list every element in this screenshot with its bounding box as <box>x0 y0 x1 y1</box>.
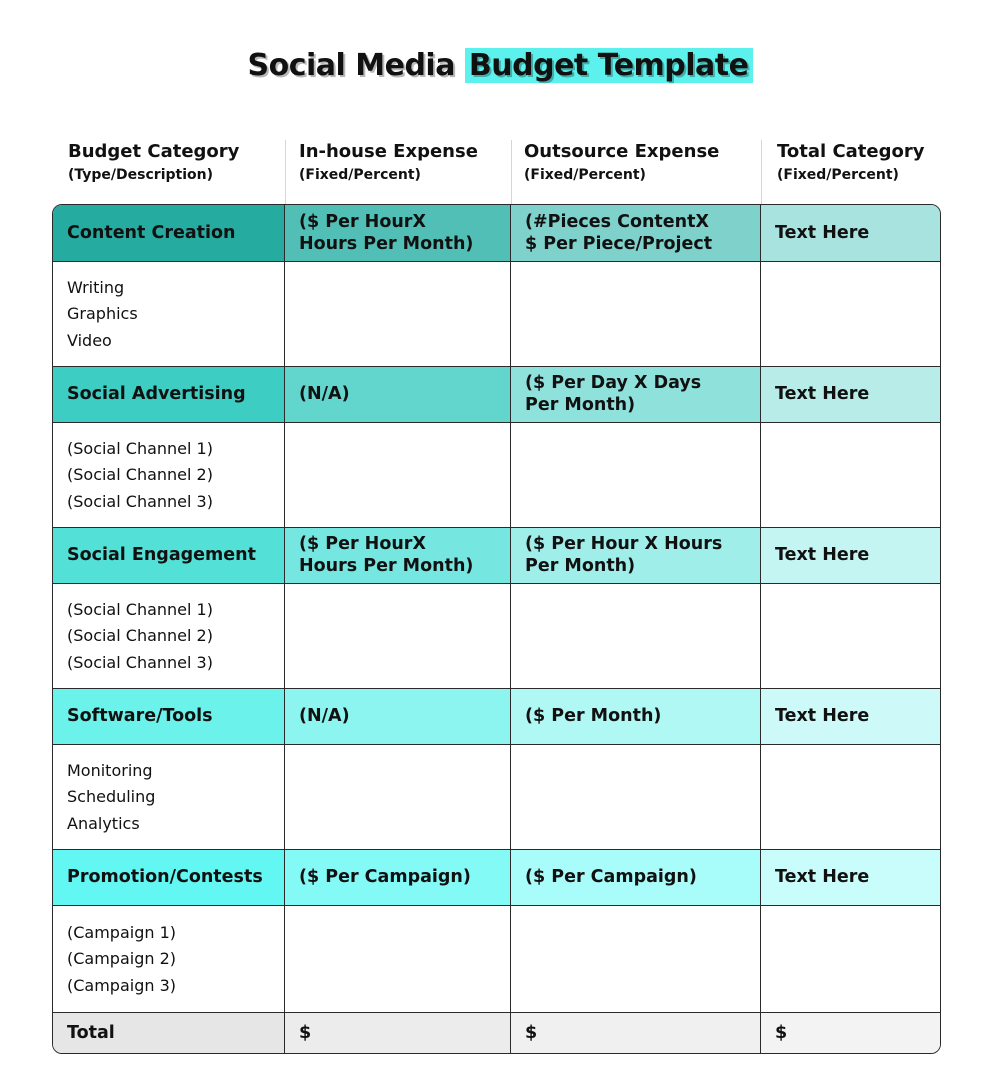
column-subtitle: (Type/Description) <box>68 167 213 183</box>
grid-horizontal-line <box>53 1012 940 1013</box>
outsource-expense-value: (#Pieces ContentX $ Per Piece/Project <box>525 212 713 254</box>
category-name: Promotion/Contests <box>67 867 263 887</box>
list-item: (Social Channel 2) <box>67 626 213 646</box>
total-input-cell[interactable] <box>761 744 940 849</box>
column-title: In-house Expense <box>299 141 478 162</box>
inhouse-input-cell[interactable] <box>285 583 511 688</box>
total-outsource-cell[interactable] <box>511 1012 761 1053</box>
category-name-cell <box>53 849 285 905</box>
inhouse-expense-cell[interactable] <box>285 849 511 905</box>
total-category-cell[interactable] <box>761 205 940 261</box>
subitem-list <box>53 905 285 1012</box>
grid-horizontal-line <box>53 583 940 584</box>
page-title <box>0 43 1000 89</box>
inhouse-expense-value: (N/A) <box>299 706 350 726</box>
total-category-value: Text Here <box>775 706 870 726</box>
inhouse-expense-value: ($ Per HourX Hours Per Month) <box>299 212 474 254</box>
total-category-value: Text Here <box>775 384 870 404</box>
category-name: Social Engagement <box>67 545 256 565</box>
inhouse-expense-cell[interactable] <box>285 688 511 744</box>
grid-horizontal-line <box>53 744 940 745</box>
list-item: (Campaign 1) <box>67 922 177 942</box>
grid-vertical-line <box>510 205 511 1053</box>
title-part-highlighted: Budget Template <box>465 48 753 83</box>
column-divider <box>761 140 762 204</box>
grid-vertical-line <box>760 205 761 1053</box>
subitem-list <box>53 744 285 849</box>
list-item: Scheduling <box>67 787 156 807</box>
list-item: (Social Channel 1) <box>67 599 213 619</box>
grid-horizontal-line <box>53 422 940 423</box>
list-item: (Social Channel 2) <box>67 465 213 485</box>
total-category-value: Text Here <box>775 867 870 887</box>
list-item: (Campaign 3) <box>67 975 177 995</box>
grid-vertical-line <box>284 205 285 1053</box>
column-title: Total Category <box>777 141 925 162</box>
list-item: Analytics <box>67 813 140 833</box>
category-name: Content Creation <box>67 223 236 243</box>
inhouse-expense-cell[interactable] <box>285 205 511 261</box>
subitems-row <box>53 261 940 366</box>
subitems-row <box>53 905 940 1012</box>
list-item: Writing <box>67 277 125 297</box>
inhouse-expense-value: ($ Per Campaign) <box>299 867 471 887</box>
inhouse-input-cell[interactable] <box>285 905 511 1012</box>
total-input-cell[interactable] <box>761 905 940 1012</box>
list-item: Graphics <box>67 304 138 324</box>
total-label: Total <box>67 1022 115 1043</box>
list-item: (Social Channel 3) <box>67 491 213 511</box>
subitems-row <box>53 422 940 527</box>
total-category-cell[interactable] <box>761 527 940 583</box>
category-name: Software/Tools <box>67 706 213 726</box>
subitem-list <box>53 583 285 688</box>
outsource-expense-cell[interactable] <box>511 849 761 905</box>
category-row-content-creation <box>53 205 940 261</box>
outsource-expense-value: ($ Per Day X Days Per Month) <box>525 373 702 415</box>
total-inhouse-value: $ <box>299 1022 312 1043</box>
outsource-expense-cell[interactable] <box>511 527 761 583</box>
total-outsource-value: $ <box>525 1022 538 1043</box>
outsource-expense-value: ($ Per Campaign) <box>525 867 697 887</box>
outsource-expense-value: ($ Per Month) <box>525 706 662 726</box>
outsource-input-cell[interactable] <box>511 744 761 849</box>
category-row-software-tools <box>53 688 940 744</box>
category-name-cell <box>53 366 285 422</box>
outsource-input-cell[interactable] <box>511 905 761 1012</box>
outsource-expense-cell[interactable] <box>511 366 761 422</box>
total-label-cell <box>53 1012 285 1053</box>
list-item: (Social Channel 3) <box>67 652 213 672</box>
inhouse-expense-value: (N/A) <box>299 384 350 404</box>
total-grand-cell[interactable] <box>761 1012 940 1053</box>
column-title: Budget Category <box>68 141 240 162</box>
category-row-social-engagement <box>53 527 940 583</box>
outsource-expense-value: ($ Per Hour X Hours Per Month) <box>525 534 723 576</box>
column-header-inhouse-expense <box>285 140 511 204</box>
category-name-cell <box>53 205 285 261</box>
list-item: Monitoring <box>67 760 153 780</box>
total-category-cell[interactable] <box>761 688 940 744</box>
total-input-cell[interactable] <box>761 583 940 688</box>
total-category-value: Text Here <box>775 223 870 243</box>
inhouse-expense-cell[interactable] <box>285 527 511 583</box>
total-inhouse-cell[interactable] <box>285 1012 511 1053</box>
column-header-budget-category <box>54 140 286 204</box>
inhouse-expense-value: ($ Per HourX Hours Per Month) <box>299 534 474 576</box>
column-subtitle: (Fixed/Percent) <box>777 167 899 183</box>
total-row <box>53 1012 940 1053</box>
inhouse-input-cell[interactable] <box>285 422 511 527</box>
inhouse-input-cell[interactable] <box>285 261 511 366</box>
outsource-input-cell[interactable] <box>511 422 761 527</box>
grid-horizontal-line <box>53 905 940 906</box>
total-grand-value: $ <box>775 1022 788 1043</box>
grid-horizontal-line <box>53 261 940 262</box>
category-row-promotion-contests <box>53 849 940 905</box>
budget-table <box>52 204 941 1054</box>
column-header-total-category <box>763 140 943 204</box>
column-header-outsource-expense <box>510 140 760 204</box>
column-subtitle: (Fixed/Percent) <box>524 167 646 183</box>
total-input-cell[interactable] <box>761 261 940 366</box>
outsource-expense-cell[interactable] <box>511 688 761 744</box>
category-name-cell <box>53 527 285 583</box>
category-row-social-advertising <box>53 366 940 422</box>
column-subtitle: (Fixed/Percent) <box>299 167 421 183</box>
grid-horizontal-line <box>53 366 940 367</box>
column-title: Outsource Expense <box>524 141 720 162</box>
category-name: Social Advertising <box>67 384 246 404</box>
total-input-cell[interactable] <box>761 422 940 527</box>
subitem-list <box>53 261 285 366</box>
grid-horizontal-line <box>53 849 940 850</box>
inhouse-expense-cell[interactable] <box>285 366 511 422</box>
outsource-expense-cell[interactable] <box>511 205 761 261</box>
subitems-row <box>53 744 940 849</box>
subitem-list <box>53 422 285 527</box>
list-item: Video <box>67 330 112 350</box>
outsource-input-cell[interactable] <box>511 261 761 366</box>
total-category-cell[interactable] <box>761 849 940 905</box>
title-part-plain: Social Media <box>247 48 465 83</box>
outsource-input-cell[interactable] <box>511 583 761 688</box>
total-category-cell[interactable] <box>761 366 940 422</box>
total-category-value: Text Here <box>775 545 870 565</box>
category-name-cell <box>53 688 285 744</box>
subitems-row <box>53 583 940 688</box>
inhouse-input-cell[interactable] <box>285 744 511 849</box>
list-item: (Campaign 2) <box>67 949 177 969</box>
list-item: (Social Channel 1) <box>67 438 213 458</box>
grid-horizontal-line <box>53 527 940 528</box>
grid-horizontal-line <box>53 688 940 689</box>
